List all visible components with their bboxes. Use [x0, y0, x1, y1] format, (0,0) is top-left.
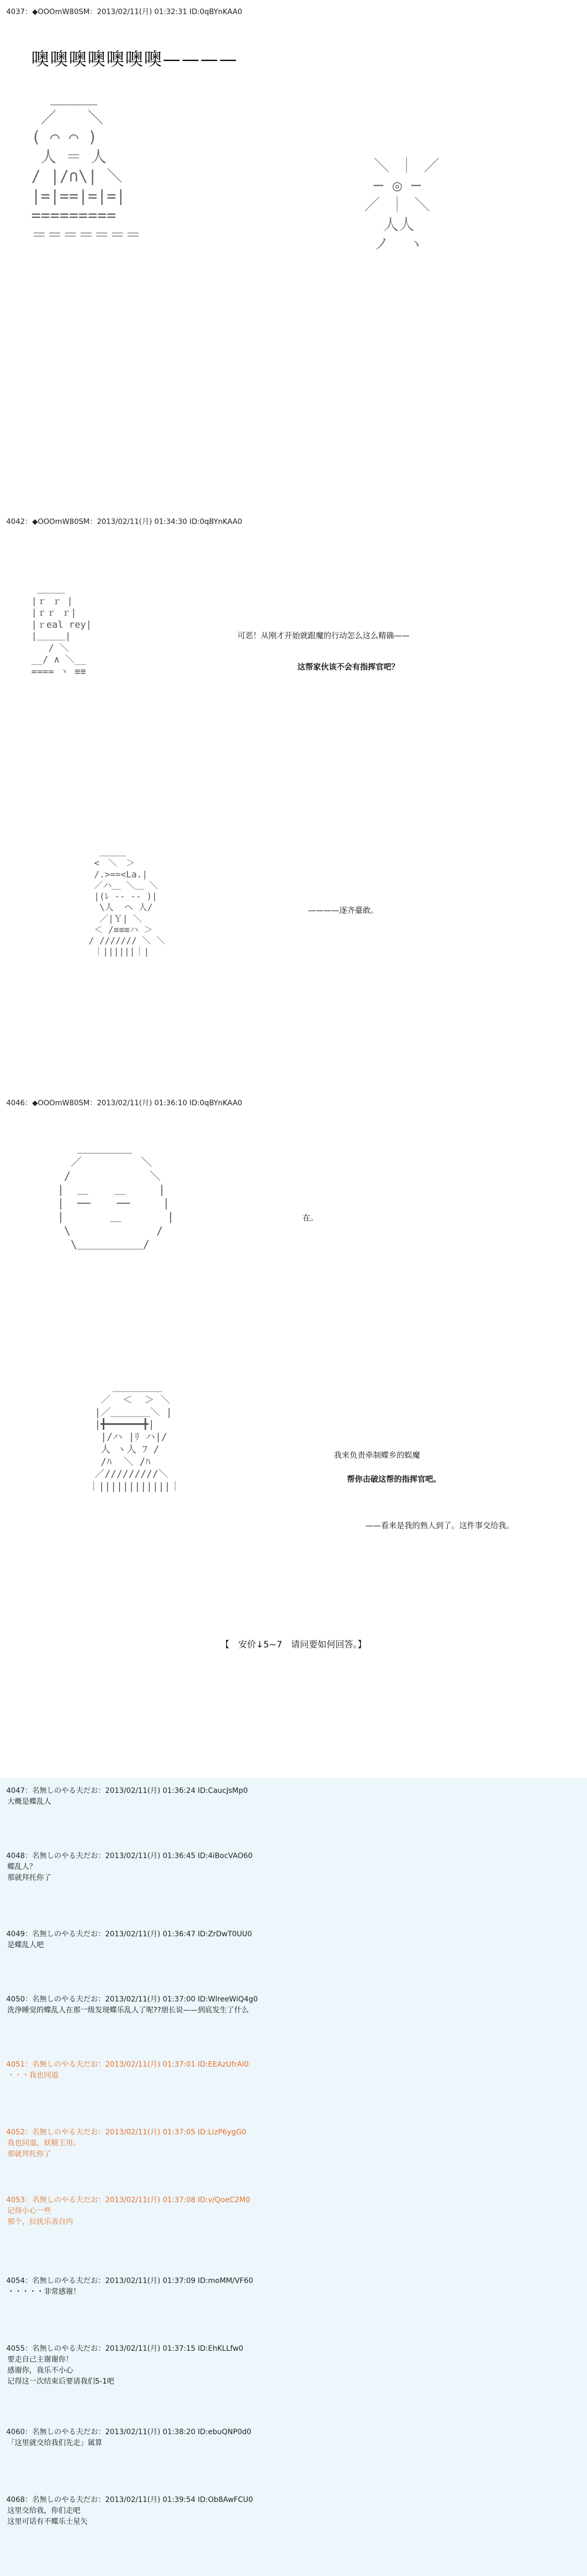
- reply-header: 4054：名無しのやる夫だお：2013/02/11(月) 01:37:09 ID:moMM/VF60: [6, 2277, 254, 2285]
- reply-body-line: 这里可话有不蝶乐士星矢: [7, 2518, 88, 2526]
- reply-body-line: 那就拜托你了: [7, 1874, 51, 1882]
- ascii-art-character: ＿＿＿ < ＼ ＞ /.>==<La.| ／ハ＿ ＼＿ ＼ |(ﾚ -- -- )| \人 ヘ 人/ ／|Ｙ| ＼ ＜ /≡≡≡ハ ＞ / /////// ＼ ＼ ｜||||||｜|: [89, 847, 165, 958]
- reply-header: 4047：名無しのやる夫だお：2013/02/11(月) 01:36:24 ID:CaucJsMp0: [6, 1787, 248, 1795]
- reply-header: 4051：名無しのやる夫だお：2013/02/11(月) 01:37:01 ID:EEAzUfrAI0: [6, 2060, 249, 2069]
- reply-body-line: 我也同道，妖精王用。: [7, 2139, 80, 2147]
- reply-body-line: 是蝶乱人吧: [7, 1941, 44, 1949]
- reply-post: [6, 1851, 253, 1884]
- reply-body-line: 感谢你，我乐不小心: [7, 2366, 73, 2375]
- anchor-prompt: 【 安价↓5~7 请问要如何回答。】: [220, 1640, 367, 1650]
- reply-post: [6, 1994, 258, 2016]
- reply-body-line: ・・・我也同道: [7, 2071, 58, 2080]
- reply-post: [6, 2195, 250, 2228]
- reply-post: [6, 2495, 253, 2528]
- reply-body-line: 要走自己主谢谢你！: [7, 2355, 73, 2364]
- reply-post: [6, 1929, 252, 1951]
- dialog-line: 帮你击破这帮的指挥官吧。: [347, 1474, 441, 1484]
- reply-post: [6, 2276, 253, 2298]
- reply-post: [6, 2127, 246, 2160]
- post-header: 4042：◆OOOmW80SM：2013/02/11(月) 01:34:30 ID:0qBYnKAA0: [6, 518, 243, 526]
- post-header: 4046：◆OOOmW80SM：2013/02/11(月) 01:36:10 ID:0qBYnKAA0: [6, 1099, 243, 1107]
- dialog-line: 我来负责牵制蝶乡的蜈魔: [334, 1450, 421, 1460]
- reply-header: 4053：名無しのやる夫だお：2013/02/11(月) 01:37:08 ID:v/QoeC2M0: [6, 2196, 250, 2204]
- reply-body-line: 大概是蝶乱人: [7, 1798, 51, 1806]
- reply-header: 4055：名無しのやる夫だお：2013/02/11(月) 01:37:15 ID:EhKLLfw0: [6, 2345, 244, 2353]
- reply-body-line: 蝶乱人？: [7, 1863, 37, 1871]
- reply-header: 4060：名無しのやる夫だお：2013/02/11(月) 01:38:20 ID:ebuQNP0d0: [6, 2428, 251, 2436]
- dialog-line: ——看来是我的熟人到了。这件事交给我。: [365, 1521, 514, 1530]
- dialog-line: 可恶！从刚才开始就跟魔的行动怎么这么精确——: [237, 631, 410, 640]
- reply-body-line: 这里交给我，你们走吧: [7, 2507, 80, 2515]
- dialog-line: 这帮家伙该不会有指挥官吧？: [297, 662, 400, 672]
- reply-header: 4068：名無しのやる夫だお：2013/02/11(月) 01:39:54 ID:Ob8AwFCU0: [6, 2496, 253, 2504]
- ascii-art-sfx: ＼ ｜ ／ ─ ◎ ─ ／ ｜ ＼ 人人 ノ ヽ: [364, 157, 440, 253]
- ascii-art-hero: ＿＿＿＿＿ ／ ＜ ＞ ＼ |／＿＿＿＿＼ | |╋━━━━━━╋| |/ハ |ﾘ ハ|/ 人 ヽ人 ﾌ / /ﾊ ＼ /ﾊ ／/////////＼ ｜||||||||||||｜: [89, 1382, 181, 1492]
- reply-header: 4049：名無しのやる夫だお：2013/02/11(月) 01:36:47 ID:ZrDwT0UU0: [6, 1930, 253, 1938]
- reply-body-line: 那就拜托你了: [7, 2150, 51, 2158]
- dialog-line: 在。: [303, 1213, 319, 1223]
- post-header: 4037：◆OOOmW80SM：2013/02/11(月) 01:32:31 ID:0qBYnKAA0: [6, 8, 243, 16]
- reply-header: 4052：名無しのやる夫だお：2013/02/11(月) 01:37:05 ID:LizP6ygG0: [6, 2128, 246, 2137]
- ascii-art-tower: ＿＿＿ |ｒ ｒ | |ｒｒ ｒ| |ｒeal rey| |＿＿＿| / ＼ __/ ∧ ＼__ ==== ヽ ≡≡: [31, 584, 92, 677]
- reply-post: [6, 2427, 251, 2449]
- dialog-line: ————逐齐臺敢。: [308, 906, 379, 915]
- replies-section: [0, 1778, 587, 2576]
- reply-post: [6, 2343, 243, 2387]
- reply-body-line: 「这里就交给我们先走」属算: [7, 2439, 102, 2447]
- reply-header: 4050：名無しのやる夫だお：2013/02/11(月) 01:37:00 ID:WlreeWiQ4g0: [6, 1995, 258, 2004]
- reply-post: [6, 1786, 248, 1808]
- reply-body-line: 那个，拉扰乐表自内: [7, 2218, 73, 2226]
- ascii-art-face: ＿＿＿＿＿ ／ ＼ / ＼ | ＿ ＿ | | ── ── | | ＿ | \ / \＿＿＿＿＿＿/: [57, 1142, 174, 1251]
- shout-text: 噢噢噢噢噢噢噢————: [31, 49, 238, 70]
- reply-body-line: ・・・・・非常感谢！: [7, 2288, 80, 2296]
- reply-header: 4048：名無しのやる夫だお：2013/02/11(月) 01:36:45 ID:4iBocVAO60: [6, 1852, 253, 1860]
- reply-body-line: 洗浄睡觉的蝶乱人在那一级发现蝶乐乱人了呢??朋长说——到底发生了什么: [7, 2006, 249, 2015]
- reply-body-line: 记得小心一些: [7, 2207, 51, 2215]
- reply-post: [6, 2059, 249, 2081]
- reply-body-line: 记得这一次结束后要请我们5-1吧: [7, 2377, 114, 2386]
- ascii-art-horde: ＿＿＿ ／ ＼ ( ⌒ ⌒ ) 人 ＝ 人 / |/∩\| ＼ |=|==|=|=| ========= ＝＝＝＝＝＝＝: [31, 89, 141, 245]
